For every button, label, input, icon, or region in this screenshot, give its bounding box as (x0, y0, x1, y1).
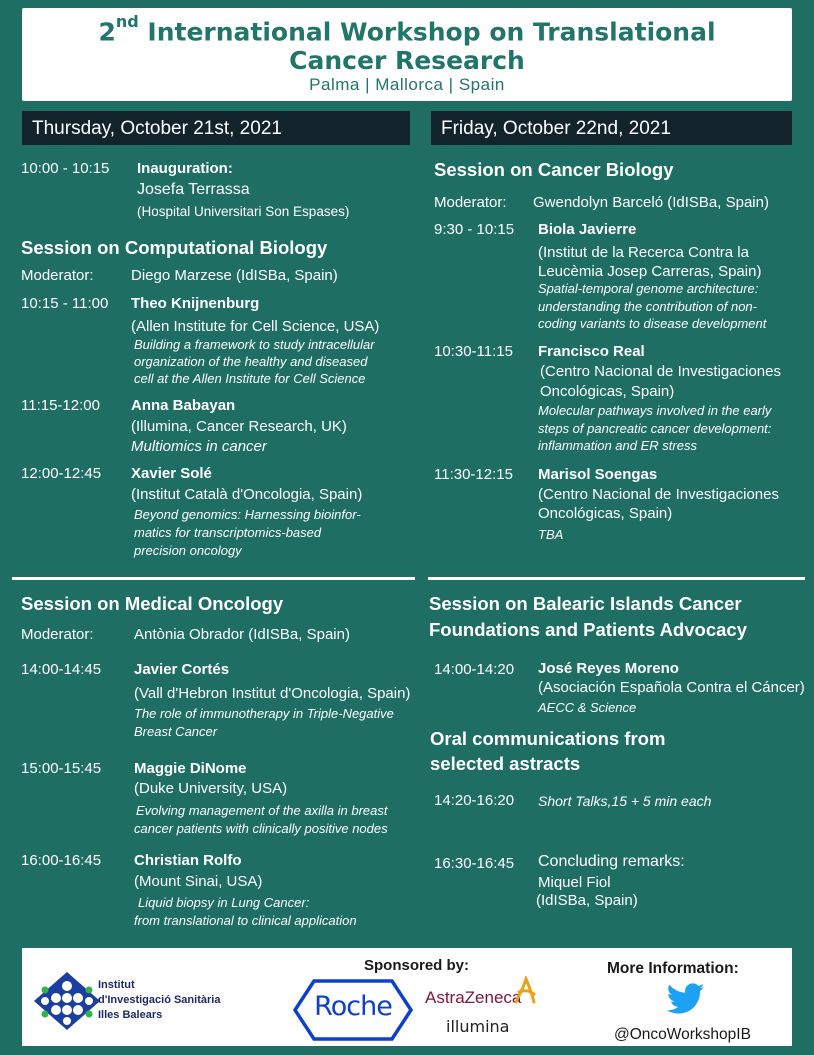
speaker-name: Xavier Solé (131, 465, 212, 482)
talk-topic: Breast Cancer (134, 724, 218, 739)
talk-topic: cell at the Allen Institute for Cell Science (134, 371, 366, 386)
speaker-affiliation: (Institut de la Recerca Contra la (538, 244, 749, 261)
inauguration-label: Inauguration: (137, 160, 233, 177)
speaker-name: Christian Rolfo (134, 852, 242, 869)
talk-topic: Spatial-temporal genome architecture: (538, 281, 759, 296)
title-ordinal-suffix: nd (115, 12, 139, 31)
speaker-affiliation: (Duke University, USA) (134, 780, 288, 797)
talk-topic: TBA (538, 527, 564, 542)
speaker-affiliation: (Centro Nacional de Investigaciones (538, 486, 779, 503)
speaker-name: Francisco Real (538, 343, 645, 360)
oral-description: Short Talks,15 + 5 min each (538, 793, 712, 809)
title-line-2: Cancer Research (289, 46, 525, 75)
cancer-biology-moderator-label: Moderator: (434, 194, 507, 211)
cancer-biology-moderator: Gwendolyn Barceló (IdISBa, Spain) (533, 194, 769, 211)
roche-wordmark: Roche (314, 991, 392, 1022)
oral-session-title-2: selected astracts (430, 753, 581, 774)
talk-time: 14:00-14:20 (434, 661, 515, 678)
speaker-affiliation: Leucèmia Josep Carreras, Spain) (538, 263, 762, 280)
talk-topic: inflammation and ER stress (538, 438, 697, 453)
concluding-name: Miquel Fiol (538, 874, 611, 891)
talk-topic: precision oncology (134, 543, 242, 558)
idisba-line: Institut (98, 979, 135, 991)
talk-topic: steps of pancreatic cancer development: (538, 421, 772, 436)
idisba-line: Illes Balears (98, 1009, 163, 1021)
speaker-name: Anna Babayan (131, 397, 236, 414)
balearic-session-title-1: Session on Balearic Islands Cancer (429, 593, 742, 614)
friday-date-bar: Friday, October 22nd, 2021 (431, 111, 792, 145)
concluding-label: Concluding remarks: (538, 853, 685, 870)
talk-topic: AECC & Science (538, 700, 637, 715)
talk-time: 15:00-15:45 (21, 760, 102, 777)
talk-topic: Building a framework to study intracellular (134, 337, 375, 352)
concluding-time: 16:30-16:45 (434, 855, 515, 872)
thursday-date-bar: Thursday, October 21st, 2021 (22, 111, 410, 145)
idisba-logo-icon (32, 970, 102, 1032)
divider-right (428, 577, 805, 580)
talk-time: 10:30-11:15 (434, 343, 513, 360)
talk-topic: from translational to clinical application (134, 913, 357, 928)
astrazeneca-wordmark: AstraZeneca (425, 988, 522, 1007)
computational-moderator-label: Moderator: (21, 267, 94, 284)
speaker-name: Theo Knijnenburg (131, 295, 260, 312)
inauguration-time: 10:00 - 10:15 (21, 160, 110, 177)
concluding-affiliation: (IdISBa, Spain) (536, 892, 638, 909)
inauguration-name: Josefa Terrassa (137, 181, 250, 198)
talk-time: 10:15 - 11:00 (21, 295, 109, 312)
cancer-biology-session-title: Session on Cancer Biology (434, 159, 674, 180)
talk-topic: Multiomics in cancer (131, 438, 267, 455)
speaker-affiliation: (Institut Català d'Oncologia, Spain) (131, 486, 363, 503)
talk-topic: cancer patients with clinically positive nodes (134, 821, 388, 836)
divider-left (12, 577, 415, 580)
speaker-name: José Reyes Moreno (538, 660, 679, 677)
talk-topic: The role of immunotherapy in Triple-Negative (134, 706, 394, 721)
speaker-name: Marisol Soengas (538, 466, 658, 483)
illumina-wordmark: illumina (446, 1017, 510, 1036)
location: Palma | Mallorca | Spain (309, 75, 505, 94)
speaker-affiliation: (Allen Institute for Cell Science, USA) (131, 318, 380, 335)
talk-topic: understanding the contribution of non- (538, 299, 757, 314)
talk-time: 9:30 - 10:15 (434, 221, 515, 238)
talk-time: 11:30-12:15 (434, 466, 513, 483)
oral-session-title-1: Oral communications from (430, 728, 666, 749)
footer-sponsors (22, 948, 792, 1046)
talk-topic: Beyond genomics: Harnessing bioinfor- (134, 507, 361, 522)
talk-time: 12:00-12:45 (21, 465, 102, 482)
twitter-handle[interactable]: @OncoWorkshopIB (614, 1026, 751, 1043)
talk-topic: Evolving management of the axilla in breast (136, 803, 388, 818)
talk-topic: organization of the healthy and diseased (134, 354, 368, 369)
speaker-name: Javier Cortés (134, 661, 230, 678)
speaker-affiliation: (Vall d'Hebron Institut d'Oncologia, Spain) (134, 685, 411, 702)
talk-time: 16:00-16:45 (21, 852, 102, 869)
title-line-1 (22, 12, 792, 47)
talk-time: 11:15-12:00 (21, 397, 100, 414)
speaker-affiliation: Oncológicas, Spain) (540, 383, 675, 400)
twitter-icon[interactable] (667, 983, 705, 1015)
talk-topic: matics for transcriptomics-based (134, 525, 322, 540)
talk-topic: Molecular pathways involved in the early (538, 403, 772, 418)
balearic-session-title-2: Foundations and Patients Advocacy (429, 619, 747, 640)
speaker-affiliation: (Asociación Española Contra el Cáncer) (538, 679, 805, 696)
speaker-name: Biola Javierre (538, 221, 637, 238)
inauguration-affiliation: (Hospital Universitari Son Espases) (137, 204, 350, 219)
medical-session-title: Session on Medical Oncology (21, 593, 284, 614)
speaker-affiliation: Oncológicas, Spain) (538, 505, 673, 522)
header-banner (22, 8, 792, 101)
idisba-line: d'Investigació Sanitària (98, 994, 221, 1006)
speaker-affiliation: (Mount Sinai, USA) (134, 873, 263, 890)
speaker-name: Maggie DiNome (134, 760, 247, 777)
astrazeneca-symbol-icon (512, 976, 538, 1006)
medical-moderator: Antònia Obrador (IdISBa, Spain) (134, 626, 350, 643)
more-info-label: More Information: (607, 960, 739, 977)
talk-topic: Liquid biopsy in Lung Cancer: (138, 895, 310, 910)
speaker-affiliation: (Centro Nacional de Investigaciones (540, 363, 781, 380)
title-text-1: International Workshop on Translational (138, 17, 716, 47)
sponsored-by-label: Sponsored by: (364, 957, 470, 974)
oral-time: 14:20-16:20 (434, 792, 515, 809)
medical-moderator-label: Moderator: (21, 626, 94, 643)
talk-topic: coding variants to disease development (538, 316, 767, 331)
title-ordinal: 2 (98, 17, 116, 47)
speaker-affiliation: (Illumina, Cancer Research, UK) (131, 418, 347, 435)
idisba-name (98, 978, 220, 1023)
computational-moderator: Diego Marzese (IdISBa, Spain) (131, 267, 338, 284)
talk-time: 14:00-14:45 (21, 661, 102, 678)
computational-session-title: Session on Computational Biology (21, 237, 328, 258)
